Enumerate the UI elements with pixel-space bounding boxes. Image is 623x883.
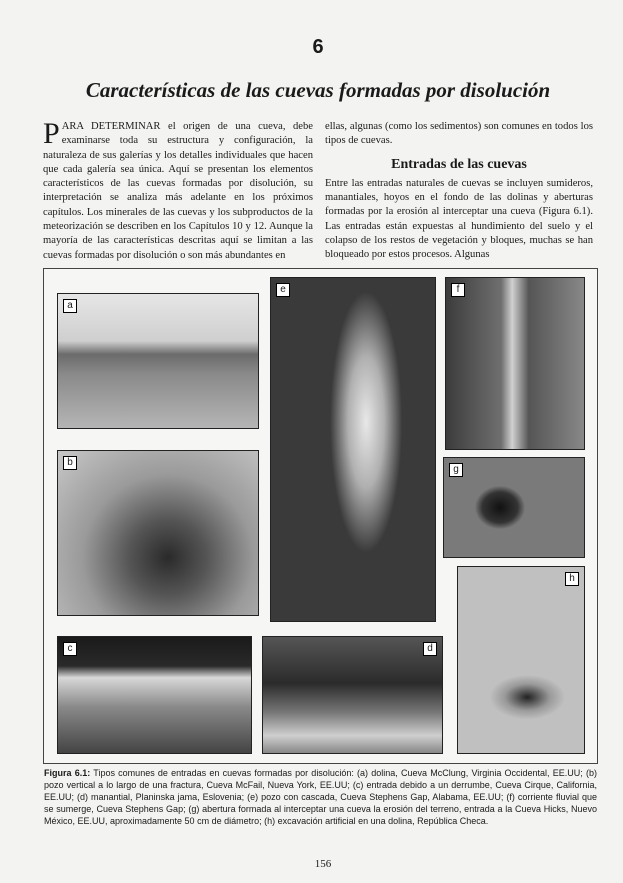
panel-label: d — [423, 642, 437, 656]
panel-label: a — [63, 299, 77, 313]
photo-e-waterfall-pit — [270, 277, 436, 622]
right-column — [325, 120, 593, 263]
intro-paragraph — [43, 117, 313, 263]
section-heading: Entradas de las cuevas — [391, 156, 527, 172]
caption-text: Tipos comunes de entradas en cuevas formadas por disolución: (a) dolina, Cueva McClung, Virginia Occidental, EE.UU; (b) pozo vertical a lo largo de una fractura, Cueva McFail, Nueva York, EE.UU; (c) entrada debido a un derrumbe, Cueva Cirque, California, EE.UU; (d) manantial, Planinska jama, Eslovenia; (e) pozo con cascada, Cueva Stephens Gap, Alabama, EE.UU; (f) corriente fluvial que se sumerge, Cueva Stephens Gap; (g) abertura formada al interceptar una cueva la erosión del terreno, entrada a la Cueva Hicks, Nuevo México, EE.UU, aproximadamente 50 cm de diámetro; (h) excavación artificial en una dolina, República Checa. — [44, 768, 598, 826]
intro-smallcaps: ARA DETERMINAR — [61, 121, 161, 132]
photo-g-small-opening — [443, 457, 585, 558]
photo-c-collapse-entrance — [57, 636, 252, 754]
photo-a-sinkhole — [57, 293, 259, 429]
section-text: Entre las entradas naturales de cuevas se incluyen sumideros, manantiales, hoyos en el fondo de las dolinas y aberturas formadas por la erosión al interceptar una cueva (Figura 6.1). Las entradas están expuestas al hundimiento del suelo y el colapso de los restos de vegetación y bloques, muchas se han bloqueado por estos procesos. Algunas — [325, 177, 593, 261]
intro-continued: ellas, algunas (como los sedimentos) son comunes en todos los tipos de cuevas. — [325, 121, 593, 147]
page-number: 156 — [314, 858, 332, 870]
photo-f-sinking-stream — [445, 277, 585, 450]
photo-b-vertical-shaft — [57, 450, 259, 616]
photo-h-artificial-excavation — [457, 566, 585, 754]
photo-d-spring — [262, 636, 443, 754]
chapter-number: 6 — [312, 36, 324, 58]
panel-label: c — [63, 642, 77, 656]
panel-label: e — [276, 283, 290, 297]
drop-cap: P — [43, 117, 60, 150]
panel-label: h — [565, 572, 579, 586]
figure-caption — [44, 767, 597, 827]
intro-text: el origen de una cueva, debe examinarse toda su estructura y configuración, la naturaleza de sus galerías y los detalles individuales que hacen que cada galería sea única. Aquí se presentan los elementos característicos de las cuevas formadas por disolución, su interpretación se analiza más adelante en los próximos capítulos. Los minerales de las cuevas y los subproductos de la meteorización se describen en los Capítulos 10 y 12. Aunque la mayoría de las características descritas aquí se limitan a las cuevas formadas por disolución o son más abundantes en — [43, 121, 313, 261]
caption-label: Figura 6.1: — [44, 768, 91, 778]
chapter-title: Características de las cuevas formadas por disolución — [85, 78, 551, 102]
panel-label: f — [451, 283, 465, 297]
panel-label: g — [449, 463, 463, 477]
panel-label: b — [63, 456, 77, 470]
